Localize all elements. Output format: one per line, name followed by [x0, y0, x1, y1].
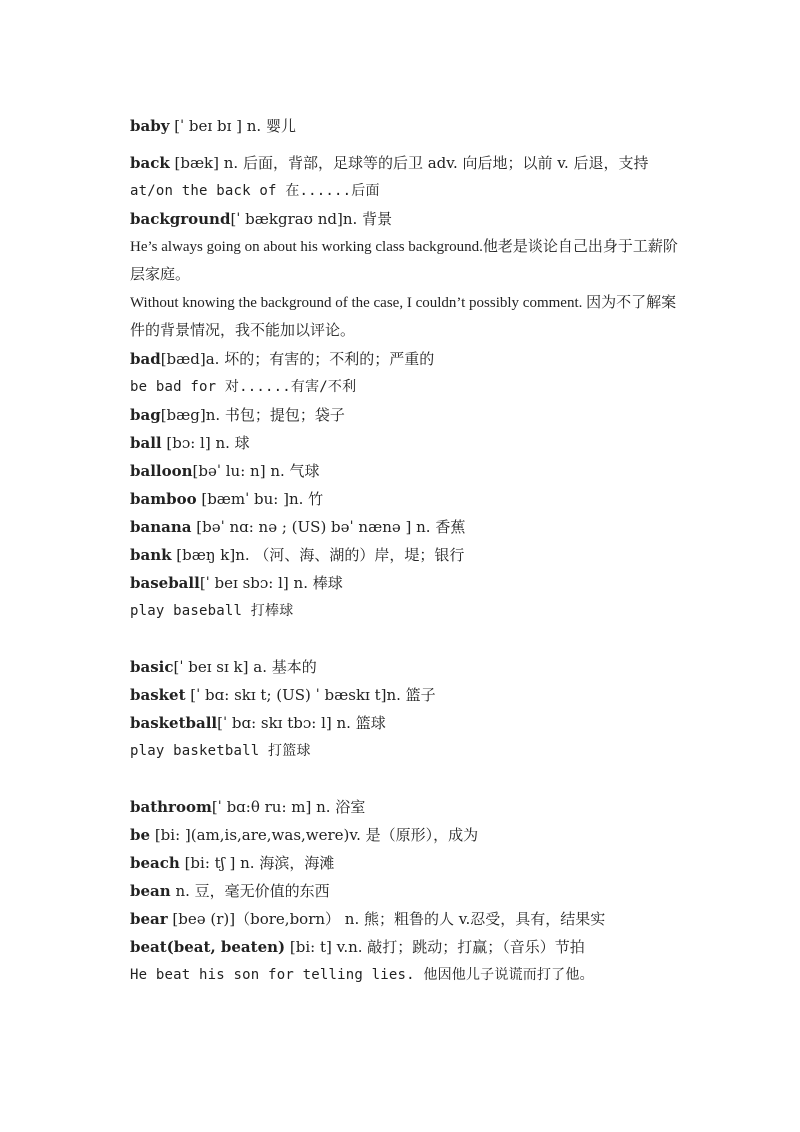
phrase-line: [130, 597, 690, 625]
definition: [bæg]n. 书包；提包；袋子: [160, 406, 345, 424]
example: He beat his son for telling lies. 他因他儿子说谎而打了他。: [130, 967, 594, 983]
example: He’s always going on about his working class background.他老是谈论自己出身于工薪阶层家庭。: [130, 239, 678, 283]
definition: [bəˈ nɑ: nə ; (US) bəˈ nænə ] n. 香蕉: [191, 518, 466, 536]
entry-basic: [130, 653, 690, 681]
headword: bean: [130, 882, 171, 900]
definition: [bi: ](am,is,are,was,were)v. 是（原形），成为: [150, 826, 479, 844]
example-sentence: [130, 289, 690, 345]
phrase-line: [130, 373, 690, 401]
definition: [bæd]a. 坏的；有害的；不利的；严重的: [160, 350, 435, 368]
entry-back: [130, 149, 690, 177]
definition: [ˈ bækgraʊ nd]n. 背景: [230, 210, 393, 228]
example-sentence: [130, 961, 690, 989]
definition: [bəˈ lu: n] n. 气球: [192, 462, 320, 480]
headword: background: [130, 210, 231, 228]
entry-bank: [130, 541, 690, 569]
headword: bear: [130, 910, 168, 928]
definition: [beə (r)]（bore,born） n. 熊；粗鲁的人 v.忍受，具有，结果实: [167, 910, 606, 928]
definition: [ˈ beɪ bɪ ] n. 婴儿: [169, 117, 296, 135]
entry-background: [130, 205, 690, 233]
example-sentence: [130, 233, 690, 289]
headword: bag: [130, 406, 161, 424]
headword: banana: [130, 518, 192, 536]
definition: [bæk] n. 后面，背部，足球等的后卫 adv. 向后地；以前 v. 后退，支持: [169, 154, 649, 172]
phrase-line: [130, 737, 690, 765]
entry-baseball: [130, 569, 690, 597]
phrase: play basketball 打篮球: [130, 743, 311, 759]
definition: [bi: t] v.n. 敲打；跳动；打赢；（音乐）节拍: [285, 938, 585, 956]
definition: [ˈ bɑ: skɪ tbɔ: l] n. 篮球: [217, 714, 386, 732]
blank-line: [130, 765, 690, 793]
entry-bathroom: [130, 793, 690, 821]
headword: bad: [130, 350, 161, 368]
example: Without knowing the background of the case, I couldn’t possibly comment. 因为不了解案件的背景情况，我不能加以评论。: [130, 295, 677, 339]
entry-bag: [130, 401, 690, 429]
definition: [bæŋ k]n. （河、海、湖的）岸，堤；银行: [171, 546, 465, 564]
entry-basketball: [130, 709, 690, 737]
definition: [bɔ: l] n. 球: [161, 434, 250, 452]
entry-beach: [130, 849, 690, 877]
entry-balloon: [130, 457, 690, 485]
definition: [ˈ bɑ: skɪ t; (US) ˈ bæskɪ t]n. 篮子: [185, 686, 436, 704]
document-page: [130, 112, 690, 989]
headword: beach: [130, 854, 180, 872]
entry-bear: [130, 905, 690, 933]
entry-banana: [130, 513, 690, 541]
definition: [ˈ beɪ sɪ k] a. 基本的: [173, 658, 317, 676]
phrase: at/on the back of 在......后面: [130, 183, 380, 199]
phrase: be bad for 对......有害/不利: [130, 379, 357, 395]
entry-bamboo: [130, 485, 690, 513]
headword: bank: [130, 546, 172, 564]
headword: basket: [130, 686, 186, 704]
phrase: play baseball 打棒球: [130, 603, 294, 619]
headword: balloon: [130, 462, 193, 480]
headword: bathroom: [130, 798, 212, 816]
phrase-line: [130, 177, 690, 205]
entry-baby: [130, 112, 690, 140]
blank-line: [130, 625, 690, 653]
definition: n. 豆，毫无价值的东西: [170, 882, 330, 900]
headword: bamboo: [130, 490, 197, 508]
headword: beat(beat, beaten): [130, 938, 286, 956]
definition: [bi: tʃ ] n. 海滨，海滩: [179, 854, 335, 872]
entry-bad: [130, 345, 690, 373]
definition: [bæmˈ bu: ]n. 竹: [196, 490, 324, 508]
headword: ball: [130, 434, 162, 452]
entry-basket: [130, 681, 690, 709]
definition: [ˈ beɪ sbɔ: l] n. 棒球: [199, 574, 343, 592]
headword: baby: [130, 117, 170, 135]
entry-ball: [130, 429, 690, 457]
entry-be: [130, 821, 690, 849]
headword: back: [130, 154, 170, 172]
headword: baseball: [130, 574, 200, 592]
entry-bean: [130, 877, 690, 905]
headword: basic: [130, 658, 174, 676]
definition: [ˈ bɑ:θ ru: m] n. 浴室: [211, 798, 366, 816]
headword: basketball: [130, 714, 218, 732]
headword: be: [130, 826, 151, 844]
entry-beat: [130, 933, 690, 961]
